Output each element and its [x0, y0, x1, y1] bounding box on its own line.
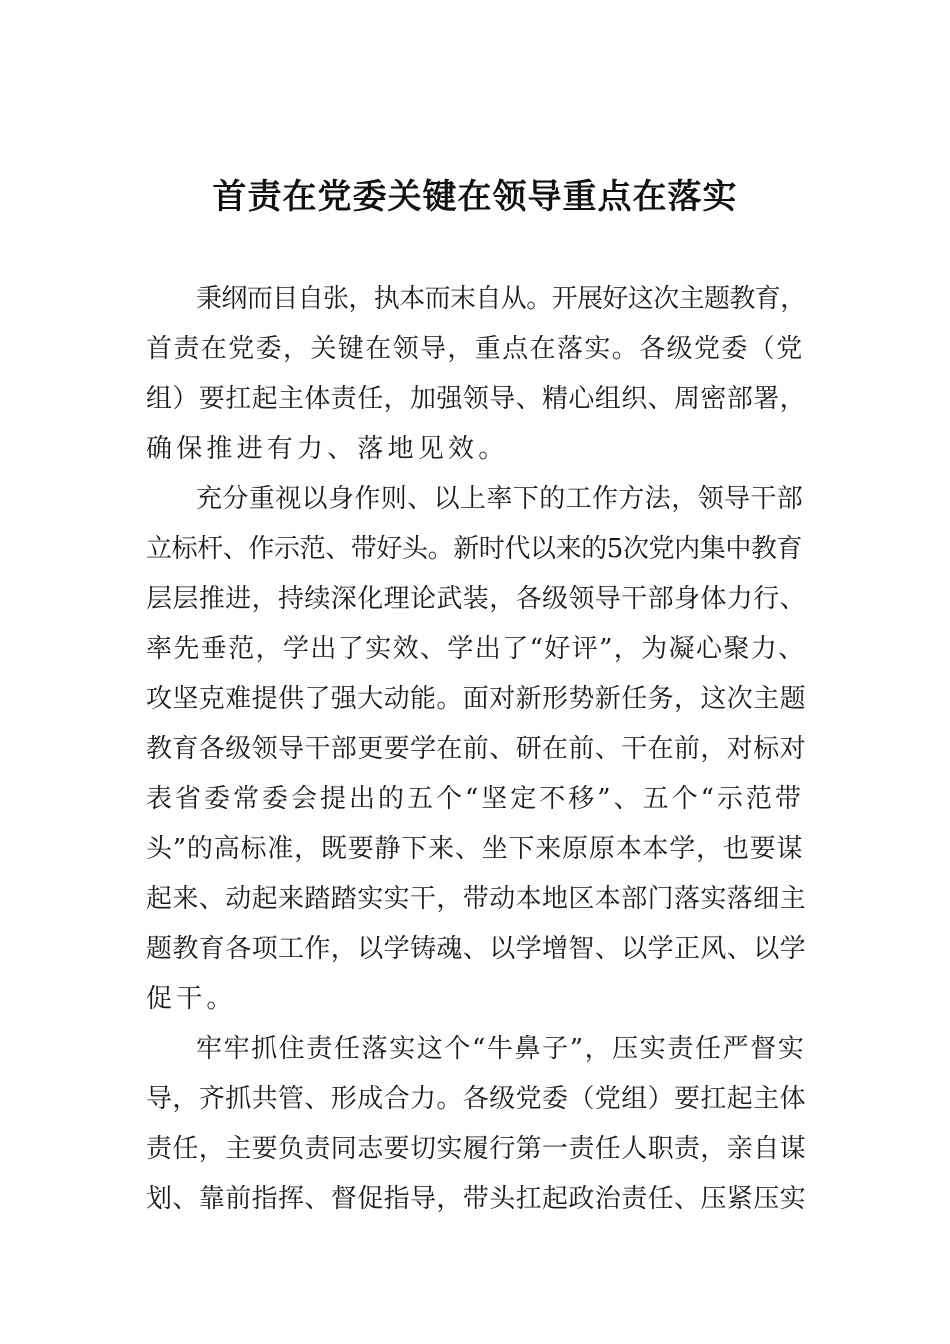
paragraph-3-line-3: 责任，主要负责同志要切实履行第一责任人职责，亲自谋	[146, 1134, 807, 1164]
paragraph-2-line-2: 立标杆、作示范、带好头。新时代以来的5次党内集中教育	[146, 534, 803, 564]
paragraph-3-line-4: 划、靠前指挥、督促指导，带头扛起政治责任、压紧压实	[146, 1184, 807, 1214]
paragraph-2-line-9: 起来、动起来踏踏实实干，带动本地区本部门落实落细主	[146, 884, 807, 914]
document-title: 首责在党委关键在领导重点在落实	[212, 177, 738, 217]
paragraph-2-line-6: 教育各级领导干部更要学在前、研在前、干在前，对标对	[146, 734, 807, 764]
paragraph-2-line-8: 头”的高标准，既要静下来、坐下来原原本本学，也要谋	[146, 834, 804, 864]
paragraph-2-line-10: 题教育各项工作，以学铸魂、以学增智、以学正风、以学	[146, 934, 807, 964]
paragraph-2-line-1: 充分重视以身作则、以上率下的工作方法，领导干部	[196, 484, 804, 514]
paragraph-2-line-11: 促干。	[146, 984, 237, 1014]
paragraph-1-line-4: 确保推进有力、落地见效。	[146, 434, 509, 464]
paragraph-1-line-2: 首责在党委，关键在领导，重点在落实。各级党委（党	[146, 334, 804, 364]
paragraph-3-line-1: 牢牢抓住责任落实这个“牛鼻子”，压实责任严督实	[196, 1034, 806, 1064]
paragraph-3-line-2: 导，齐抓共管、形成合力。各级党委（党组）要扛起主体	[146, 1084, 807, 1114]
paragraph-1-line-3: 组）要扛起主体责任，加强领导、精心组织、周密部署，	[146, 384, 807, 414]
paragraph-2-line-3: 层层推进，持续深化理论武装，各级领导干部身体力行、	[146, 584, 807, 614]
paragraph-1-line-1: 秉纲而目自张，执本而末自从。开展好这次主题教育，	[196, 284, 806, 314]
paragraph-2-line-4: 率先垂范，学出了实效、学出了“好评”，为凝心聚力、	[146, 634, 806, 664]
paragraph-2-line-5: 攻坚克难提供了强大动能。面对新形势新任务，这次主题	[146, 684, 807, 714]
paragraph-2-line-7: 表省委常委会提出的五个“坚定不移”、五个“示范带	[146, 784, 804, 814]
